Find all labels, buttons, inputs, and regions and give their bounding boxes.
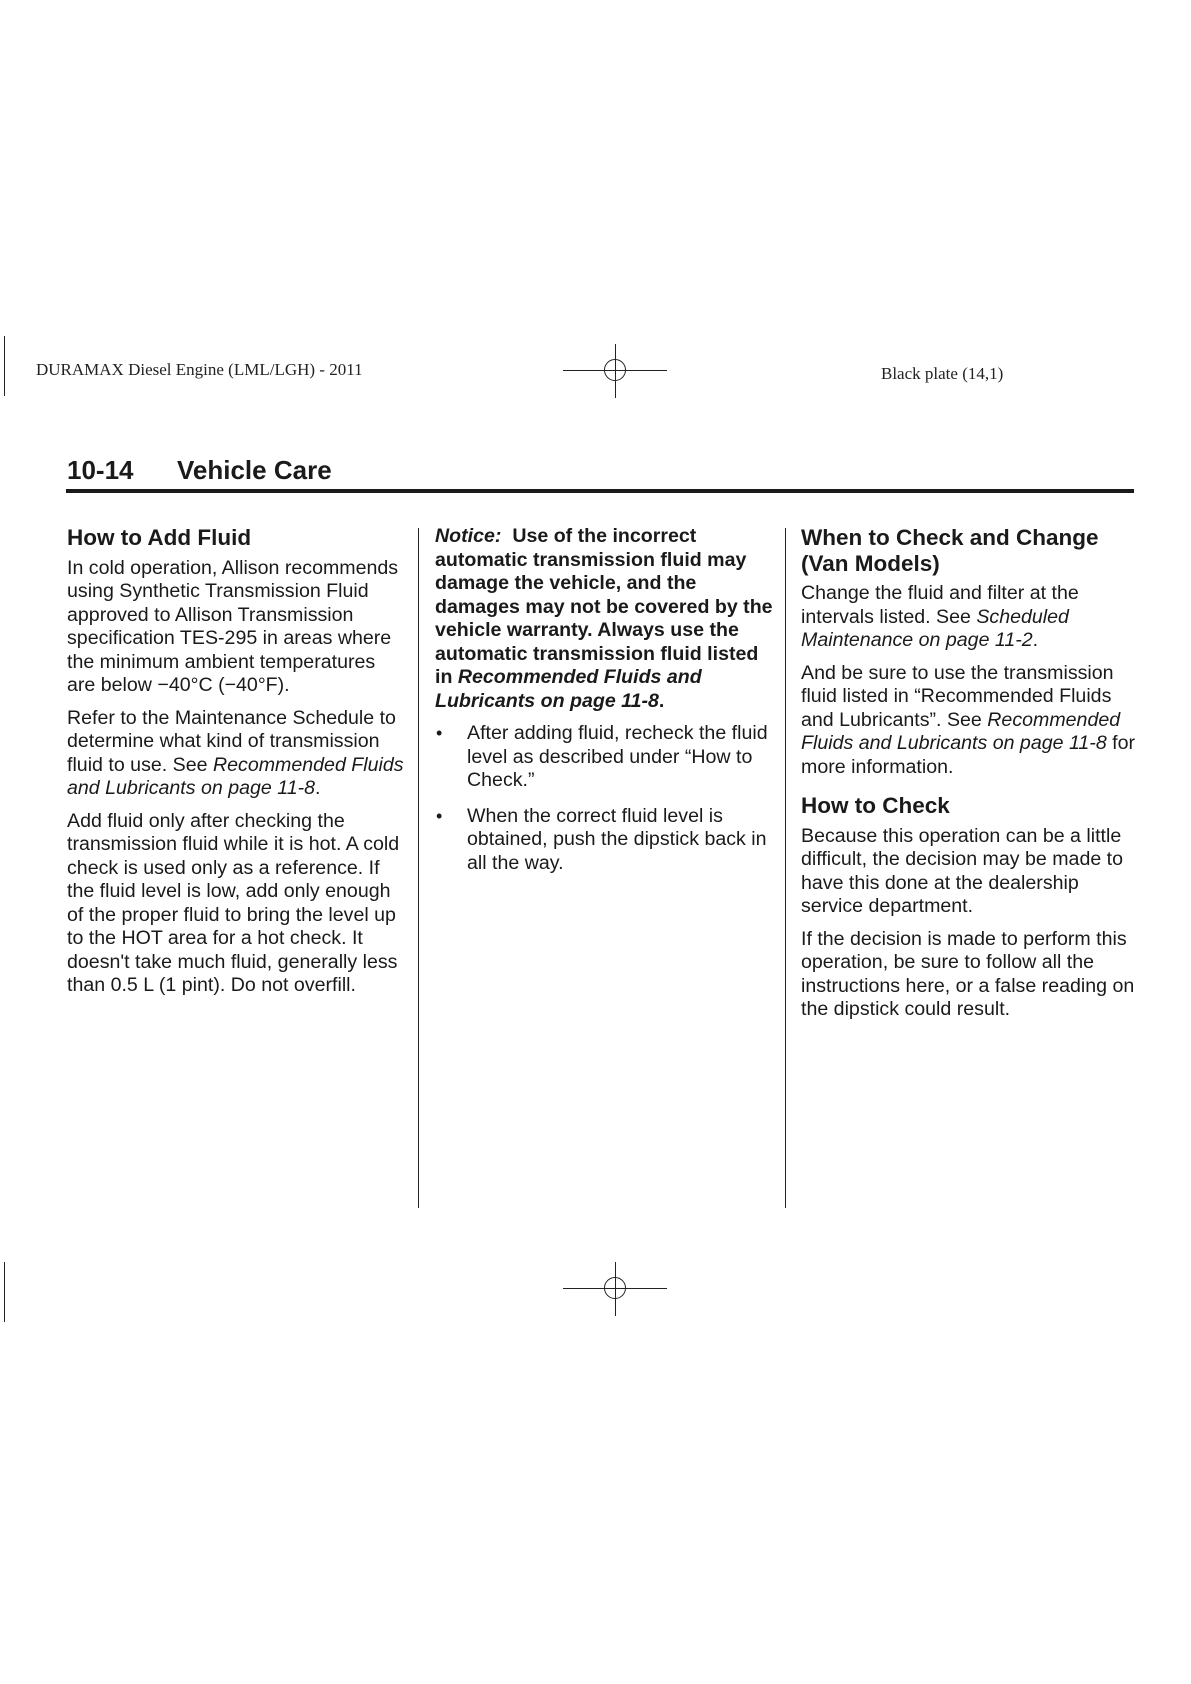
cross-reference-link[interactable]: Recommended Fluids and Lubricants on page 11-8 bbox=[801, 708, 1121, 754]
list-item bbox=[435, 722, 780, 793]
column-middle bbox=[435, 525, 780, 887]
notice-text: . bbox=[658, 689, 665, 712]
paragraph-cold-operation: In cold operation, Allison recommends using Synthetic Transmission Fluid approved to Allison Transmission specification TES-295 in areas where the minimum ambient temperatures are below −40°C (−40°F). bbox=[67, 556, 399, 696]
column-divider-2 bbox=[785, 528, 786, 1208]
column-left bbox=[67, 525, 407, 1007]
cross-reference-link[interactable]: Recommended Fluids and Lubricants on page 11-8 bbox=[67, 753, 404, 799]
paragraph-refer-maintenance bbox=[67, 707, 407, 801]
print-header-plate: Black plate (14,1) bbox=[881, 364, 1004, 383]
notice-label: Notice: bbox=[435, 525, 502, 547]
column-right bbox=[801, 525, 1141, 1031]
paragraph-text: for more information. bbox=[801, 732, 1136, 778]
cross-reference-link[interactable]: Scheduled Maintenance on page 11-2 bbox=[801, 605, 1069, 651]
paragraph-change-fluid bbox=[801, 582, 1141, 653]
heading-how-to-add-fluid: How to Add Fluid bbox=[67, 525, 252, 550]
cross-reference-link[interactable]: Recommended Fluids and Lubricants on page 11-8 bbox=[435, 666, 702, 712]
print-header-title: DURAMAX Diesel Engine (LML/LGH) - 2011 bbox=[36, 360, 363, 379]
heading-how-to-check: How to Check bbox=[801, 793, 950, 818]
page-heading bbox=[67, 455, 332, 486]
paragraph-text: And be sure to use the transmission fluid listed in “Recommended Fluids and Lubricants”. See bbox=[801, 661, 1114, 731]
crop-mark-bottom-left bbox=[4, 1262, 5, 1322]
paragraph-text: . bbox=[1032, 629, 1039, 651]
bullet-icon: • bbox=[436, 723, 443, 743]
paragraph-decision: If the decision is made to perform this operation, be sure to follow all the instructions here, or a false reading on the dipstick could result. bbox=[801, 927, 1135, 1020]
crop-mark-top-left bbox=[4, 336, 5, 396]
paragraph-text: Change the fluid and filter at the intervals listed. See bbox=[801, 582, 1079, 628]
heading-rule bbox=[66, 489, 1134, 493]
column-divider-1 bbox=[418, 528, 419, 1208]
paragraph-add-fluid: Add fluid only after checking the transmission fluid while it is hot. A cold check is used only as a reference. If the fluid level is low, add only enough of the proper fluid to bring the level up to the HOT area for a hot check. It doesn't take much fluid, generally less than 0.5 L (1 pint). Do not overfill. bbox=[67, 809, 400, 996]
paragraph-text: . bbox=[315, 777, 321, 799]
heading-when-to-check: When to Check and Change (Van Models) bbox=[801, 525, 1099, 576]
notice-text: Use of the incorrect automatic transmission fluid may damage the vehicle, and the damages may not be covered by the vehicle warranty. Always use the automatic transmission fluid listed in bbox=[435, 525, 773, 688]
list-item-text: After adding fluid, recheck the fluid level as described under “How to Check.” bbox=[467, 722, 768, 791]
paragraph-difficult-operation: Because this operation can be a little difficult, the decision may be made to have this done at the dealership service department. bbox=[801, 824, 1124, 917]
bullet-icon: • bbox=[436, 805, 443, 826]
notice-block bbox=[435, 525, 780, 713]
section-title: Vehicle Care bbox=[177, 455, 332, 485]
page-number: 10-14 bbox=[67, 455, 134, 485]
list-item bbox=[435, 805, 780, 876]
paragraph-text: Refer to the Maintenance Schedule to determine what kind of transmission fluid to use. See bbox=[67, 706, 396, 776]
paragraph-use-fluid bbox=[801, 662, 1141, 780]
list-item-text: When the correct fluid level is obtained, push the dipstick back in all the way. bbox=[467, 804, 767, 874]
